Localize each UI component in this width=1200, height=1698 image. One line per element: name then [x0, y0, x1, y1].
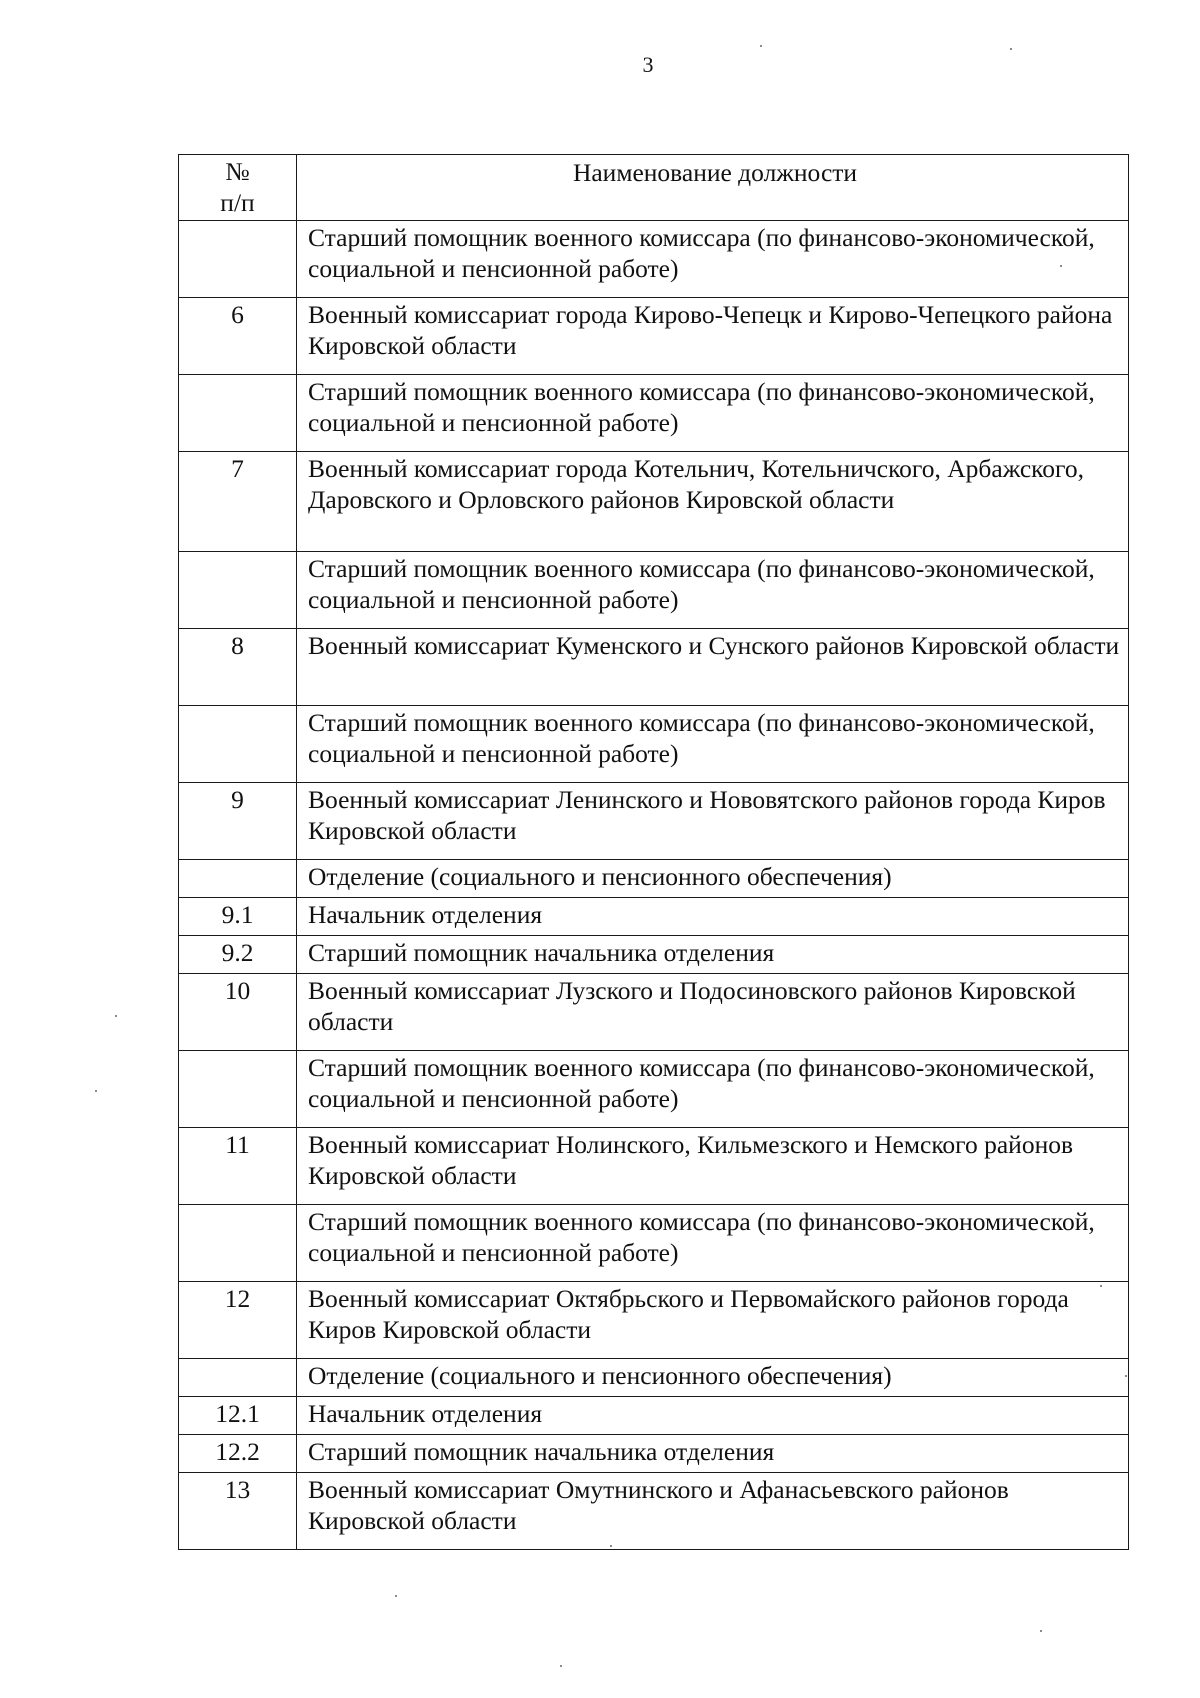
table-row — [179, 1473, 1129, 1550]
position-name: Старший помощник начальника отделения — [297, 936, 1129, 974]
row-number: 13 — [179, 1473, 297, 1550]
scan-speck — [760, 45, 762, 47]
header-number-abbrev: п/п — [220, 188, 255, 217]
position-name: Старший помощник военного комиссара (по финансово-экономической, социальной и пенсионной работе) — [297, 1051, 1129, 1128]
row-number — [179, 221, 297, 298]
table-row — [179, 1051, 1129, 1128]
table-row — [179, 706, 1129, 783]
scan-speck — [395, 1595, 397, 1597]
row-number: 8 — [179, 629, 297, 706]
row-number: 9.2 — [179, 936, 297, 974]
position-name: Начальник отделения — [297, 1397, 1129, 1435]
table-row — [179, 375, 1129, 452]
position-name: Старший помощник военного комиссара (по финансово-экономической, социальной и пенсионной работе) — [297, 706, 1129, 783]
row-number — [179, 860, 297, 898]
position-name: Начальник отделения — [297, 898, 1129, 936]
position-name: Старший помощник начальника отделения — [297, 1435, 1129, 1473]
position-name: Военный комиссариат Лузского и Подосиновского районов Кировской области — [297, 974, 1129, 1051]
position-name: Военный комиссариат Куменского и Сунского районов Кировской области — [297, 629, 1129, 706]
row-number: 9.1 — [179, 898, 297, 936]
scan-speck — [1100, 1285, 1102, 1287]
row-number: 12.2 — [179, 1435, 297, 1473]
table-row — [179, 452, 1129, 552]
table-body — [179, 221, 1129, 1550]
table-row — [179, 860, 1129, 898]
positions-table — [178, 154, 1129, 1550]
table-row — [179, 783, 1129, 860]
position-name: Военный комиссариат города Кирово-Чепецк и Кирово-Чепецкого района Кировской области — [297, 298, 1129, 375]
position-name: Старший помощник военного комиссара (по финансово-экономической, социальной и пенсионной работе) — [297, 552, 1129, 629]
scan-speck — [610, 1545, 612, 1547]
row-number: 12 — [179, 1282, 297, 1359]
table-row — [179, 1205, 1129, 1282]
row-number — [179, 706, 297, 783]
table-row — [179, 974, 1129, 1051]
table-row — [179, 1359, 1129, 1397]
table-row — [179, 221, 1129, 298]
row-number: 12.1 — [179, 1397, 297, 1435]
position-name: Отделение (социального и пенсионного обеспечения) — [297, 1359, 1129, 1397]
table-row — [179, 1282, 1129, 1359]
scan-speck — [1060, 265, 1062, 267]
row-number — [179, 1205, 297, 1282]
table-header-row — [179, 155, 1129, 221]
scan-speck — [95, 1090, 97, 1092]
row-number: 6 — [179, 298, 297, 375]
table-row — [179, 298, 1129, 375]
position-name: Военный комиссариат города Котельнич, Котельничского, Арбажского, Даровского и Орловского районов Кировской области — [297, 452, 1129, 552]
position-name: Отделение (социального и пенсионного обеспечения) — [297, 860, 1129, 898]
row-number — [179, 552, 297, 629]
row-number — [179, 1359, 297, 1397]
scan-speck — [1125, 1375, 1127, 1377]
table-row — [179, 629, 1129, 706]
table-row — [179, 1397, 1129, 1435]
position-name: Старший помощник военного комиссара (по финансово-экономической, социальной и пенсионной работе) — [297, 1205, 1129, 1282]
row-number: 11 — [179, 1128, 297, 1205]
scan-speck — [1010, 48, 1012, 50]
position-name: Военный комиссариат Ленинского и Нововятского районов города Киров Кировской области — [297, 783, 1129, 860]
scan-speck — [560, 1665, 562, 1667]
row-number — [179, 375, 297, 452]
table-row — [179, 1435, 1129, 1473]
scan-speck — [115, 1015, 117, 1017]
table-row — [179, 1128, 1129, 1205]
row-number — [179, 1051, 297, 1128]
table-row — [179, 552, 1129, 629]
row-number: 9 — [179, 783, 297, 860]
page-number: 3 — [642, 52, 654, 77]
position-name: Военный комиссариат Октябрьского и Первомайского районов города Киров Кировской области — [297, 1282, 1129, 1359]
header-number-sign: № — [225, 157, 250, 186]
table-row — [179, 936, 1129, 974]
header-position-name: Наименование должности — [297, 155, 1129, 221]
row-number: 7 — [179, 452, 297, 552]
position-name: Старший помощник военного комиссара (по финансово-экономической, социальной и пенсионной работе) — [297, 375, 1129, 452]
position-name: Военный комиссариат Нолинского, Кильмезского и Немского районов Кировской области — [297, 1128, 1129, 1205]
row-number: 10 — [179, 974, 297, 1051]
position-name: Старший помощник военного комиссара (по финансово-экономической, социальной и пенсионной работе) — [297, 221, 1129, 298]
table-row — [179, 898, 1129, 936]
scan-speck — [1040, 1630, 1042, 1632]
position-name: Военный комиссариат Омутнинского и Афанасьевского районов Кировской области — [297, 1473, 1129, 1550]
header-number-column — [179, 155, 297, 221]
